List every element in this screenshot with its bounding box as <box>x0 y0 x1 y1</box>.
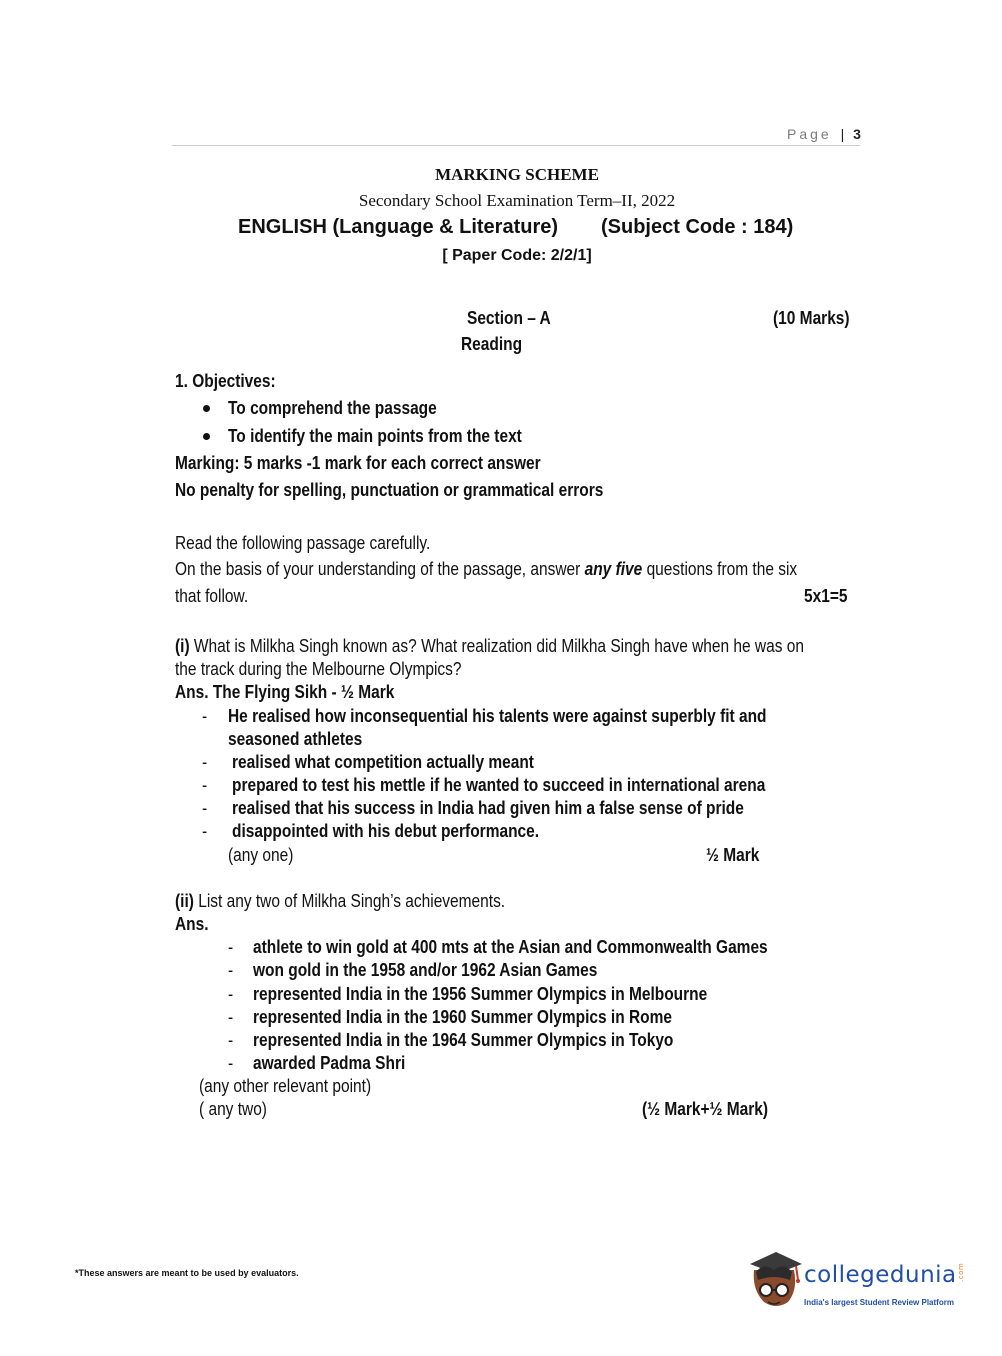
dash-marker: - <box>202 798 208 818</box>
answer-line: Ans. The Flying Sikh - ½ Mark <box>175 682 395 702</box>
dash-marker: - <box>228 1030 234 1050</box>
objectives-heading: 1. Objectives: <box>175 371 276 391</box>
brand-text: collegedunia <box>804 1262 957 1288</box>
answer-note: (any other relevant point) <box>199 1076 372 1096</box>
dash-marker: - <box>228 1007 234 1027</box>
answer-note: ( any two) <box>199 1099 267 1119</box>
subject-title: ENGLISH (Language & Literature) <box>238 216 559 238</box>
dash-marker: - <box>228 984 234 1004</box>
answer-marks: (½ Mark+½ Mark) <box>642 1099 769 1119</box>
question-2 <box>175 891 505 912</box>
dash-marker: - <box>228 937 234 957</box>
answer-label: Ans. <box>175 914 209 934</box>
question-text: What is Milkha Singh known as? What realization did Milkha Singh have when he was on <box>189 636 804 656</box>
marks-scheme: 5x1=5 <box>804 586 848 606</box>
mascot-icon <box>744 1250 804 1318</box>
answer-point: won gold in the 1958 and/or 1962 Asian Games <box>253 960 598 980</box>
question-number: (ii) <box>175 891 194 911</box>
section-name: Section – A <box>467 308 551 328</box>
dash-marker: - <box>228 960 234 980</box>
dash-marker: - <box>228 1053 234 1073</box>
answer-point: represented India in the 1956 Summer Olympics in Melbourne <box>253 984 708 1004</box>
section-subtitle: Reading <box>461 334 523 354</box>
brand-suffix: .com <box>956 1262 965 1282</box>
objective-item: To identify the main points from the text <box>228 426 522 446</box>
brand-name <box>804 1262 984 1288</box>
question-number: (i) <box>175 636 190 656</box>
question-text: the track during the Melbourne Olympics? <box>175 659 462 679</box>
scheme-title: MARKING SCHEME <box>435 165 599 184</box>
instruction-emphasis: any five <box>584 559 643 579</box>
instruction-text: questions from the six <box>642 559 798 579</box>
question-text: List any two of Milkha Singh’s achievements. <box>193 891 506 911</box>
brand-tagline: India's largest Student Review Platform <box>804 1298 954 1307</box>
instruction-line-2 <box>175 559 797 580</box>
dash-marker: - <box>202 706 208 726</box>
instruction-line: that follow. <box>175 586 249 606</box>
answer-point: athlete to win gold at 400 mts at the Asian and Commonwealth Games <box>253 937 768 957</box>
page-number: 3 <box>853 126 861 142</box>
page-label: Page <box>787 126 832 142</box>
exam-title: Secondary School Examination Term–II, 2022 <box>358 191 676 210</box>
answer-point: represented India in the 1964 Summer Olympics in Tokyo <box>253 1030 674 1050</box>
objective-item: To comprehend the passage <box>228 398 437 418</box>
paper-code: [ Paper Code: 2/2/1] <box>442 247 592 264</box>
dash-marker: - <box>202 775 208 795</box>
answer-point: disappointed with his debut performance. <box>232 821 540 841</box>
answer-point: prepared to test his mettle if he wanted to succeed in international arena <box>232 775 766 795</box>
bullet-icon <box>203 405 210 412</box>
question-1 <box>175 636 804 657</box>
answer-point: represented India in the 1960 Summer Olympics in Rome <box>253 1007 672 1027</box>
penalty-note: No penalty for spelling, punctuation or grammatical errors <box>175 480 604 500</box>
answer-point: realised that his success in India had given him a false sense of pride <box>232 798 744 818</box>
evaluator-footnote: *These answers are meant to be used by evaluators. <box>75 1268 299 1278</box>
marking-note: Marking: 5 marks -1 mark for each correct answer <box>175 453 541 473</box>
dash-marker: - <box>202 821 208 841</box>
dash-marker: - <box>202 752 208 772</box>
section-marks: (10 Marks) <box>773 308 850 328</box>
answer-point: awarded Padma Shri <box>253 1053 406 1073</box>
page-separator: | <box>840 126 845 142</box>
answer-note: (any one) <box>228 845 294 865</box>
bullet-icon <box>203 433 210 440</box>
answer-point: realised what competition actually meant <box>232 752 534 772</box>
instruction-text: On the basis of your understanding of the passage, answer <box>175 559 585 579</box>
answer-marks: ½ Mark <box>706 845 760 865</box>
subject-code: (Subject Code : 184) <box>601 216 794 238</box>
answer-point: He realised how inconsequential his talents were against superbly fit and <box>228 706 767 726</box>
header-rule <box>172 145 860 146</box>
collegedunia-logo <box>744 1250 974 1320</box>
instruction-line: Read the following passage carefully. <box>175 533 431 553</box>
answer-point: seasoned athletes <box>228 729 363 749</box>
page-header <box>787 126 861 142</box>
